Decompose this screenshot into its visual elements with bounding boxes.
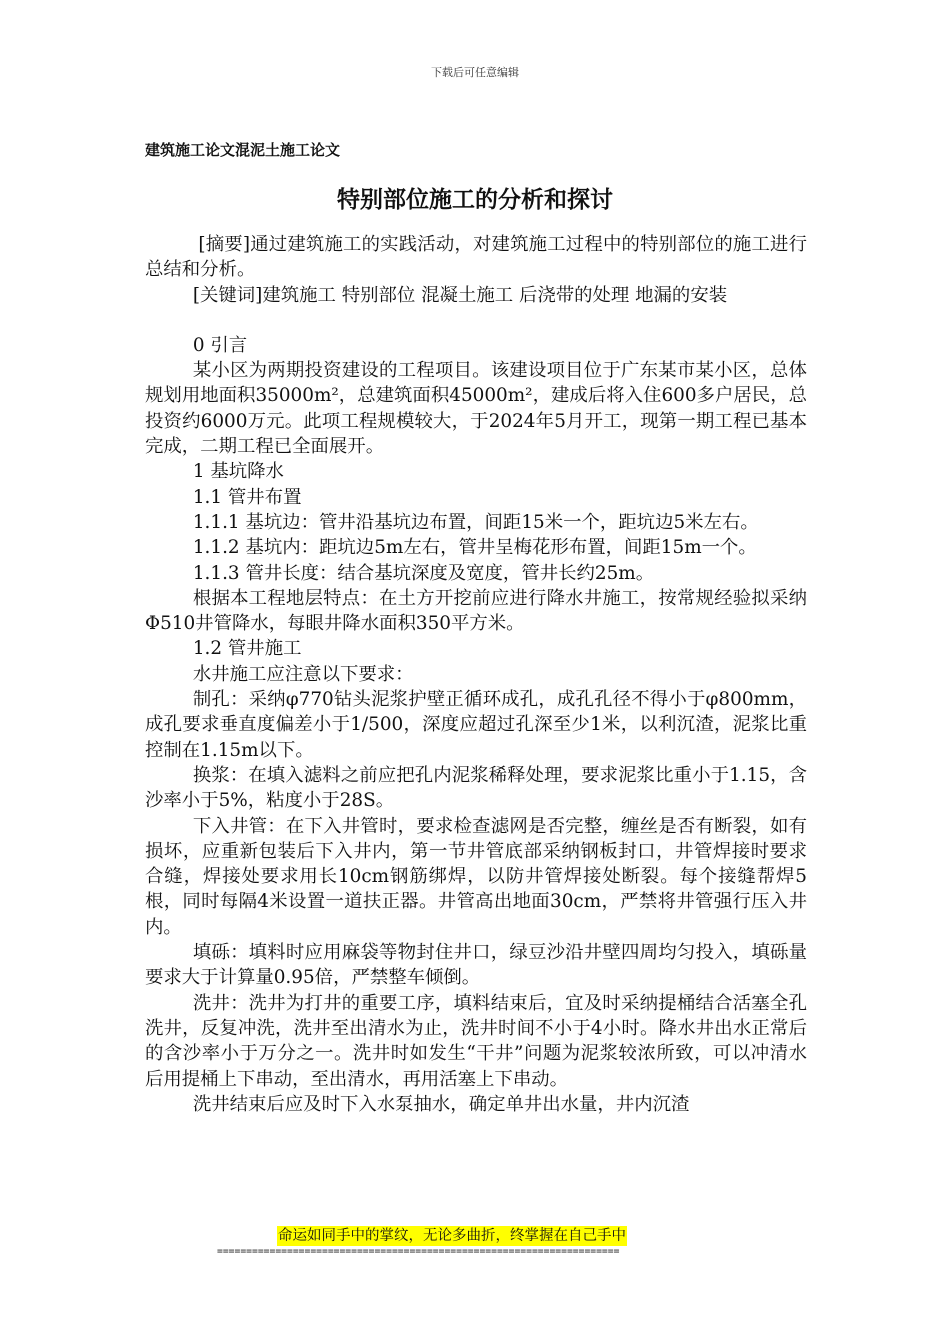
keywords-paragraph: [关键词]建筑施工 特别部位 混凝土施工 后浇带的处理 地漏的安装 — [192, 284, 728, 306]
body-paragraph: 洗井结束后应及时下入水泵抽水，确定单井出水量，井内沉渣 — [192, 1093, 690, 1115]
body-paragraph: 1.1.1 基坑边：管井沿基坑边布置，间距15米一个，距坑边5米左右。 — [192, 511, 759, 533]
footer-slogan: 命运如同手中的掌纹，无论多曲折，终掌握在自己手中 — [278, 1228, 626, 1244]
subsection-heading: 1.1 管井布置 — [192, 486, 302, 508]
footer-rule: ===================================================================== — [217, 1246, 620, 1257]
body-paragraph: 下入井管：在下入井管时，要求检查滤网是否完整，缠丝是否有断裂，如有损坏，应重新包装后下入井内，第一节井管底部采纳钢板封口，井管焊接时要求合缝，焊接处要求用长10cm钢筋绑焊，以防井管焊接处断裂。每个接缝帮焊5根，同时每隔4米设置一道扶正器。井管高出地面30cm，严禁将井管强行压入井内。 — [145, 815, 807, 938]
section-heading: 1 基坑降水 — [192, 461, 284, 483]
section-heading: 0 引言 — [192, 334, 248, 356]
document-category: 建筑施工论文混泥土施工论文 — [145, 141, 341, 159]
body-paragraph: 1.1.3 管井长度：结合基坑深度及宽度，管井长约25m。 — [192, 562, 655, 584]
abstract-paragraph: [摘要]通过建筑施工的实践活动，对建筑施工过程中的特别部位的施工进行总结和分析。 — [145, 234, 807, 281]
body-paragraph: 换浆：在填入滤料之前应把孔内泥浆稀释处理，要求泥浆比重小于1.15，含沙率小于5%，粘度小于28S。 — [145, 764, 807, 812]
body-paragraph: 填砾：填料时应用麻袋等物封住井口，绿豆沙沿井壁四周均匀投入，填砾量要求大于计算量0.95倍，严禁整车倾倒。 — [145, 942, 807, 989]
header-note: 下载后可任意编辑 — [431, 66, 519, 79]
subsection-heading: 1.2 管井施工 — [192, 638, 302, 660]
body-paragraph: 根据本工程地层特点：在土方开挖前应进行降水井施工，按常规经验拟采纳Φ510井管降水，每眼井降水面积350平方米。 — [145, 587, 807, 635]
body-paragraph: 水井施工应注意以下要求： — [192, 663, 414, 685]
body-paragraph: 某小区为两期投资建设的工程项目。该建设项目位于广东某市某小区，总体规划用地面积35000m²，总建筑面积45000m²，建成后将入住600多户居民，总投资约6000万元。此项工程规模较大，于2024年5月开工，现第一期工程已基本完成，二期工程已全面展开。 — [145, 360, 807, 458]
document-title: 特别部位施工的分析和探讨 — [337, 186, 613, 213]
body-paragraph: 洗井：洗井为打井的重要工序，填料结束后，宜及时采纳提桶结合活塞全孔洗井，反复冲洗，洗井至出清水为止，洗井时间不小于4小时。降水井出水正常后的含沙率小于万分之一。洗井时如发生“干井”问题为泥浆较浓所致，可以冲清水后用提桶上下串动，至出清水，再用活塞上下串动。 — [145, 992, 807, 1090]
body-paragraph: 1.1.2 基坑内：距坑边5m左右，管井呈梅花形布置，间距15m一个。 — [192, 537, 757, 559]
body-paragraph: 制孔：采纳φ770钻头泥浆护壁正循环成孔，成孔孔径不得小于φ800mm，成孔要求垂直度偏差小于1/500，深度应超过孔深至少1米，以利沉渣，泥浆比重控制在1.15m以下。 — [145, 689, 807, 761]
document-body — [145, 232, 807, 1117]
